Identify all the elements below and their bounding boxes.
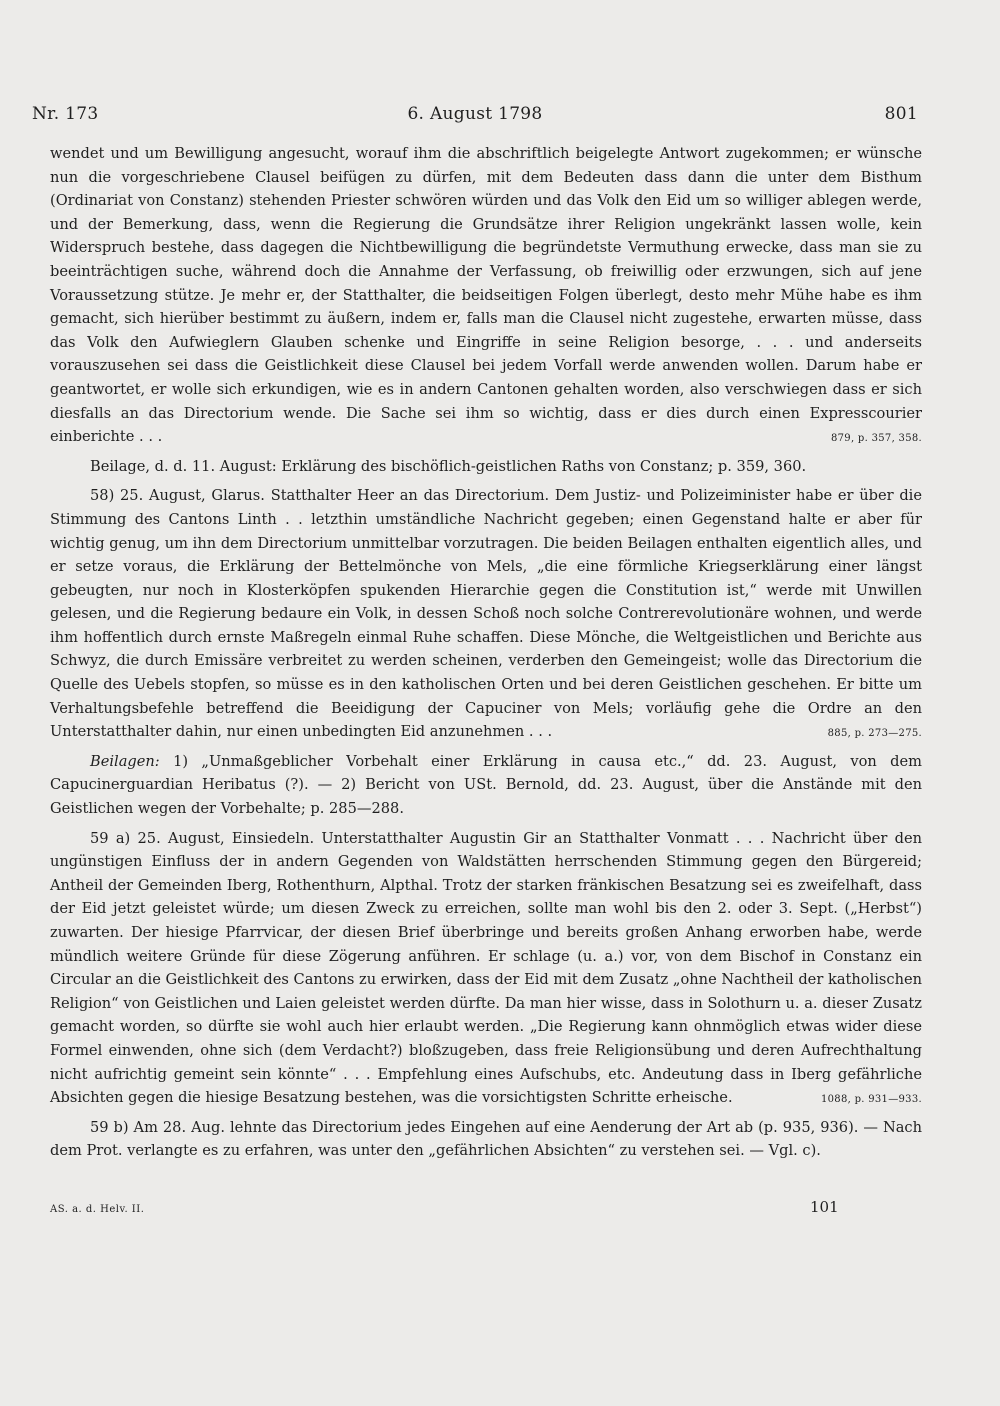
main-text — [50, 142, 922, 1169]
paragraph-text: Beilage, d. d. 11. August: Erklärung des bischöflich-geistlichen Raths von Constanz; p. 359, 360. — [90, 457, 807, 475]
paragraph-entry-59b — [50, 1116, 922, 1163]
paragraph-entry-59a — [50, 827, 922, 1110]
document-number: Nr. 173 — [32, 104, 99, 124]
archive-reference: 1088, p. 931—933. — [820, 1094, 922, 1106]
running-header — [32, 104, 918, 130]
paragraph-beilagen — [50, 750, 922, 821]
header-date: 6. August 1798 — [407, 104, 543, 124]
paragraph-text: 59 a) 25. August, Einsiedeln. Unterstatthalter Augustin Gir an Statthalter Vonmatt . . . Nachricht über den ungünstigen Einfluss der in andern Gegenden von Waldstätten herrschenden Stimmung gegen den Bürgereid; Antheil der Gemeinden Iberg, Rothenthurn, Alpthal. Trotz der starken fränkischen Besatzung sei es zweifelhaft, dass der Eid jetzt geleistet würde; um diesen Zweck zu erreichen, sollte man wohl bis den 2. oder 3. Sept. („Herbst“) zuwarten. Der hiesige Pfarrvicar, der diesen Brief überbringe und bereits großen Anhang erworben habe, werde mündlich weitere Gründe für diese Zögerung anführen. Er schlage (u. a.) vor, von dem Bischof in Constanz ein Circular an die Geistlichkeit des Cantons zu erwirken, dass der Eid mit dem Zusatz „ohne Nachtheil der katholischen Religion“ von Geistlichen und Laien geleistet werden dürfte. Da man hier wisse, dass in Solothurn u. a. dieser Zusatz gemacht worden, so dürfte sie wohl auch hier erlaubt werden. „Die Regierung kann ohnmöglich etwas wider diese Formel einwenden, ohne sich (dem Verdacht?) bloßzugeben, dass freie Religionsübung und deren Aufrechthaltung nicht aufrichtig gemeint sein könnte“ . . . Empfehlung eines Aufschubs, etc. Andeutung dass in Iberg gefährliche Absichten gegen die hiesige Besatzung bestehen, was die vorsichtigsten Schritte erheische. — [50, 829, 922, 1107]
page-footer — [50, 1198, 922, 1218]
paragraph-entry-58 — [50, 484, 922, 744]
paragraph-text: 59 b) Am 28. Aug. lehnte das Directorium jedes Eingehen auf eine Aenderung der Art ab (p. 935, 936). — Nach dem Prot. verlangte es zu erfahren, was unter den „gefährlichen Absichten“ zu verstehen sei. — Vgl. c). — [50, 1118, 922, 1160]
paragraph-beilage — [50, 455, 922, 479]
archive-reference: 879, p. 357, 358. — [830, 433, 922, 445]
paragraph-text: wendet und um Bewilligung angesucht, worauf ihm die abschriftlich beigelegte Antwort zugekommen; er wünsche nun die vorgeschriebene Clausel beifügen zu dürfen, mit dem Bedeuten dass dann die unter dem Bisthum (Ordinariat von Constanz) stehenden Priester schwören würden und das Volk den Eid um so williger ablegen werde, und der Bemerkung, dass, wenn die Regierung die Grundsätze ihrer Religion ungekränkt lassen wolle, kein Widerspruch bestehe, dass dagegen die Nichtbewilligung die begründetste Vermuthung erwecke, dass man sie zu beeinträchtigen suche, während doch die Annahme der Verfassung, ob freiwillig oder erzwungen, sich auf jene Voraussetzung stütze. Je mehr er, der Statthalter, die beidseitigen Folgen überlegt, desto mehr Mühe habe es ihm gemacht, sich hierüber bestimmt zu äußern, indem er, falls man die Clausel nicht zugestehe, erwarten müsse, dass das Volk den Aufwieglern Glauben schenke und Eingriffe in seine Religion besorge, . . . und anderseits vorauszusehen sei dass die Geistlichkeit diese Clausel bei jedem Vorfall werde anwenden wollen. Darum habe er geantwortet, er wolle sich erkundigen, wie es in andern Cantonen gehalten worden, also verschwiegen dass er sich diesfalls an das Directorium wende. Die Sache sei ihm so wichtig, dass er dies durch einen Expresscourier einberichte . . . — [50, 145, 922, 446]
beilagen-lead: Beilagen: — [90, 752, 160, 770]
printer-signature: AS. a. d. Helv. II. — [50, 1204, 145, 1215]
sheet-number: 101 — [810, 1198, 839, 1216]
archive-reference: 885, p. 273—275. — [827, 728, 922, 740]
paragraph-text: 1) „Unmaßgeblicher Vorbehalt einer Erklärung in causa etc.,“ dd. 23. August, von dem Capucinerguardian Heribatus (?). — 2) Bericht von USt. Bernold, dd. 23. August, über die Anstände mit den Geistlichen wegen der Vorbehalte; p. 285—288. — [50, 752, 922, 818]
paragraph-text: 58) 25. August, Glarus. Statthalter Heer an das Directorium. Dem Justiz- und Polizeiminister habe er über die Stimmung des Cantons Linth . . letzthin umständliche Nachricht gegeben; einen Gegenstand halte er aber für wichtig genug, um ihn dem Directorium unmittelbar vorzutragen. Die beiden Beilagen enthalten eigentlich alles, und er setze voraus, die Erklärung der Bettelmönche von Mels, „die eine förmliche Kriegserklärung einer längst gebeugten, nur noch in Klosterköpfen spukenden Hierarchie gegen die Constitution ist,“ werde mit Unwillen gelesen, und die Regierung bedaure ein Volk, in dessen Schoß noch solche Contrerevolutionäre wohnen, und werde ihm hoffentlich durch ernste Maßregeln einmal Ruhe schaffen. Diese Mönche, die Weltgeistlichen und Berichte aus Schwyz, die durch Emissäre verbreitet zu werden scheinen, verderben den Gemeingeist; wolle das Directorium die Quelle des Uebels stopfen, so müsse es in den katholischen Orten und bei deren Geistlichen geschehen. Er bitte um Verhaltungsbefehle betreffend die Beeidigung der Capuciner von Mels; vorläufig gehe die Ordre an den Unterstatthalter dahin, nur einen unbedingten Eid anzunehmen . . . — [50, 487, 922, 741]
paragraph-continuation — [50, 142, 922, 449]
page-number: 801 — [884, 104, 918, 124]
